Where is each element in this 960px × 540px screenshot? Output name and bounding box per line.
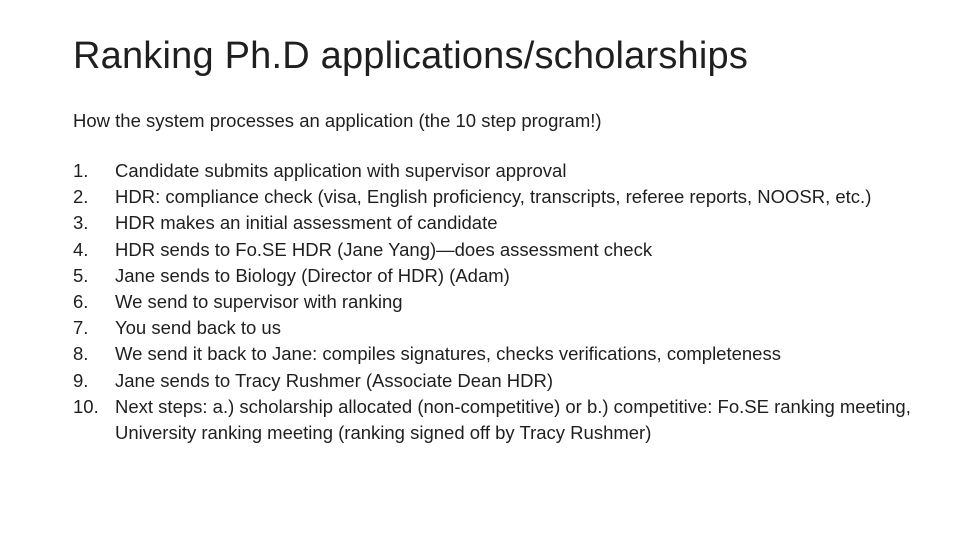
step-text: Next steps: a.) scholarship allocated (non-competitive) or b.) competitive: Fo.SE ranking meeting, University ranking meeting (ranking signed off by Tracy Rushmer) xyxy=(115,395,911,444)
step-number: 7. xyxy=(73,317,89,339)
step-number: 2. xyxy=(73,186,89,208)
step-number: 9. xyxy=(73,369,89,391)
step-item xyxy=(73,263,933,289)
step-number: 8. xyxy=(73,343,89,365)
step-text: Jane sends to Tracy Rushmer (Associate Dean HDR) xyxy=(115,369,554,391)
intro-text: How the system processes an application (the 10 step program!) xyxy=(73,110,602,131)
step-item xyxy=(73,210,933,236)
step-text: We send it back to Jane: compiles signatures, checks verifications, completeness xyxy=(115,343,781,365)
step-text: Jane sends to Biology (Director of HDR) (Adam) xyxy=(115,264,510,286)
slide-title: Ranking Ph.D applications/scholarships xyxy=(73,35,749,77)
step-text: We send to supervisor with ranking xyxy=(115,291,403,313)
step-item xyxy=(73,394,933,446)
step-item xyxy=(73,315,933,341)
steps-list xyxy=(73,158,933,446)
step-item xyxy=(73,341,933,367)
step-number: 6. xyxy=(73,291,89,313)
step-text: HDR makes an initial assessment of candidate xyxy=(115,212,498,234)
step-number: 4. xyxy=(73,238,89,260)
step-number: 3. xyxy=(73,212,89,234)
step-text: HDR: compliance check (visa, English proficiency, transcripts, referee reports, NOOSR, etc.) xyxy=(115,186,872,208)
step-number: 5. xyxy=(73,264,89,286)
step-text: You send back to us xyxy=(115,317,281,339)
step-number: 10. xyxy=(73,395,99,417)
step-item xyxy=(73,184,933,210)
step-number: 1. xyxy=(73,160,89,181)
step-item xyxy=(73,289,933,315)
step-item xyxy=(73,368,933,394)
step-text: HDR sends to Fo.SE HDR (Jane Yang)—does assessment check xyxy=(115,238,653,260)
step-item xyxy=(73,158,933,184)
step-item xyxy=(73,237,933,263)
step-text: Candidate submits application with supervisor approval xyxy=(115,160,567,181)
